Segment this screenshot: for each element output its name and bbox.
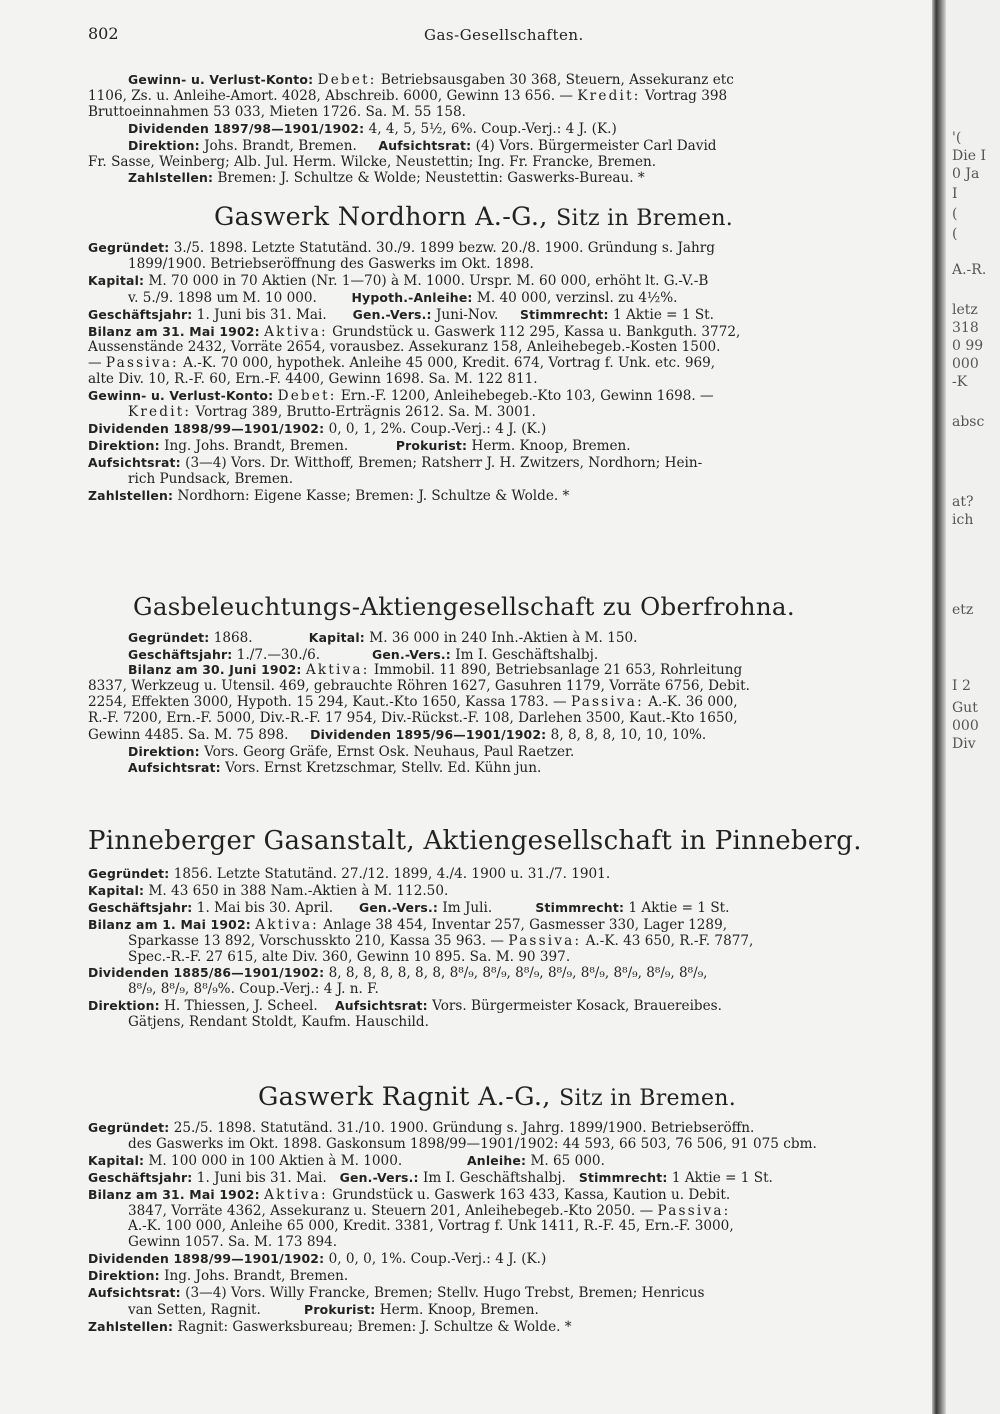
adjacent-page-edge xyxy=(946,0,1000,1414)
margin-fragment: etz xyxy=(952,602,974,618)
company-heading-pinneberg: Pinneberger Gasanstalt, Aktiengesellschaft in Pinneberg. xyxy=(88,826,862,856)
pinneberg-section: Gegründet: 1856. Letzte Statutänd. 27./12. 1899, 4./4. 1900 u. 31./7. 1901. Kapital: M. 43 650 in 388 Nam.-Aktien à M. 112.50. Geschäftsjahr: 1. Mai bis 30. April. Gen.-Vers.: Im Juli. Stimmrecht: 1 Aktie = 1 St. Bilanz am 1. Mai 1902: Aktiva: Anlage 38 454, Inventar 257, Gasmesser 330, Lager 1289, Sparkasse 13 892, Vorschusskto 210, Kassa 35 963. — Passiva: A.-K. 43 650, R.-F. 7877, Spec.-R.-F. 27 615, alte Div. 360, Gewinn 10 895. Sa. M. 90 397. Dividenden 1885/86—1901/1902: 8, 8, 8, 8, 8, 8, 8, 8⁸/₉, 8⁸/₉, 8⁸/₉, 8⁸/₉, 8⁸/₉, 8⁸/₉, 8⁸/₉, 8⁸/₉, 8⁸/₉, 8⁸/₉, 8⁸/₉%. Coup.-Verj.: 4 J. n. F. Direktion: H. Thiessen, J. Scheel. Aufsichtsrat: Vors. Bürgermeister Kosack, Brauereibes. Gätjens, Rendant Stoldt, Kaufm. Hauschild. xyxy=(88,866,754,1031)
margin-fragment: '( xyxy=(952,130,962,146)
margin-fragment: Die I xyxy=(952,148,986,164)
label: Gewinn- u. Verlust-Konto: xyxy=(128,72,314,87)
margin-fragment: Gut xyxy=(952,700,978,716)
page-number: 802 xyxy=(88,24,119,43)
oberfrohna-balance: Bilanz am 30. Juni 1902: Aktiva: Immobil. 11 890, Betriebsanlage 21 653, Rohrleitung 8337, Werkzeug u. Utensil. 469, gebrauchte Röhren 1627, Gasuhren 1179, Vorräte 6756, Debit. 2254, Effekten 3000, Hypoth. 15 294, Kaut.-Kto 1650, Kassa 1783. — Passiva: A.-K. 36 000, R.-F. 7200, Ern.-F. 5000, Div.-R.-F. 17 954, Div.-Rückst.-F. 108, Darlehen 3500, Kaut.-Kto 1650, Gewinn 4485. Sa. M. 75 898. Dividenden 1895/96—1901/1902: 8, 8, 8, 8, 10, 10, 10%. Direktion: Vors. Georg Gräfe, Ernst Osk. Neuhaus, Paul Raetzer. Aufsichtsrat: Vors. Ernst Kretzschmar, Stellv. Ed. Kühn jun. xyxy=(88,662,750,777)
margin-fragment: ( xyxy=(952,206,958,222)
margin-fragment: ( xyxy=(952,226,958,242)
ragnit-section: Gegründet: 25./5. 1898. Statutänd. 31./10. 1900. Gründung s. Jahrg. 1899/1900. Betriebseröffn. des Gaswerks im Okt. 1898. Gaskonsum 1898/99—1901/1902: 44 593, 66 503, 76 506, 91 075 cbm. Kapital: M. 100 000 in 100 Aktien à M. 1000. Anleihe: M. 65 000. Geschäftsjahr: 1. Juni bis 31. Mai. Gen.-Vers.: Im I. Geschäftshalbj. Stimmrecht: 1 Aktie = 1 St. Bilanz am 31. Mai 1902: Aktiva: Grundstück u. Gaswerk 163 433, Kassa, Kaution u. Debit. 3847, Vorräte 4362, Assekuranz u. Steuern 201, Anleihebegeb.-Kto 2050. — Passiva: A.-K. 100 000, Anleihe 65 000, Kredit. 3381, Vortrag f. Unk 1411, R.-F. 45, Ern.-F. 3000, Gewinn 1057. Sa. M. 173 894. Dividenden 1898/99—1901/1902: 0, 0, 0, 1%. Coup.-Verj.: 4 J. (K.) Direktion: Ing. Johs. Brandt, Bremen. Aufsichtsrat: (3—4) Vors. Willy Francke, Bremen; Stellv. Hugo Trebst, Bremen; Henricus van Setten, Ragnit. Prokurist: Herm. Knoop, Bremen. Zahlstellen: Ragnit: Gaswerksbureau; Bremen: J. Schultze & Wolde. * xyxy=(88,1120,817,1335)
margin-fragment: ich xyxy=(952,512,974,528)
book-gutter xyxy=(932,0,946,1414)
nordhorn-section: Gegründet: 3./5. 1898. Letzte Statutänd. 30./9. 1899 bezw. 20./8. 1900. Gründung s. Jahrg 1899/1900. Betriebseröffnung des Gaswerks im Okt. 1898. Kapital: M. 70 000 in 70 Aktien (Nr. 1—70) à M. 1000. Urspr. M. 60 000, erhöht lt. G.-V.-B v. 5./9. 1898 um M. 10 000. Hypoth.-Anleihe: M. 40 000, verzinsl. zu 4½%. Geschäftsjahr: 1. Juni bis 31. Mai. Gen.-Vers.: Juni-Nov. Stimmrecht: 1 Aktie = 1 St. Bilanz am 31. Mai 1902: Aktiva: Grundstück u. Gaswerk 112 295, Kassa u. Bankguth. 3772, Aussenstände 2432, Vorräte 2654, vorausbez. Assekuranz 158, Anleihebegeb.-Kosten 1500. — Passiva: A.-K. 70 000, hypothek. Anleihe 45 000, Kredit. 674, Vortrag f. Unk. etc. 969, alte Div. 10, R.-F. 60, Ern.-F. 4400, Gewinn 1698. Sa. M. 122 811. Gewinn- u. Verlust-Konto: Debet: Ern.-F. 1200, Anleihebegeb.-Kto 103, Gewinn 1698. — Kredit: Vortrag 389, Brutto-Erträgnis 2612. Sa. M. 3001. Dividenden 1898/99—1901/1902: 0, 0, 1, 2%. Coup.-Verj.: 4 J. (K.) Direktion: Ing. Johs. Brandt, Bremen. Prokurist: Herm. Knoop, Bremen. Aufsichtsrat: (3—4) Vors. Dr. Witthoff, Bremen; Ratsherr J. H. Zwitzers, Nordhorn; Hein- rich Pundsack, Bremen. Zahlstellen: Nordhorn: Eigene Kasse; Bremen: J. Schultze & Wolde. * xyxy=(88,240,741,504)
margin-fragment: I 2 xyxy=(952,678,971,694)
margin-fragment: I xyxy=(952,186,958,202)
margin-fragment: 318 xyxy=(952,320,979,336)
margin-fragment: absc xyxy=(952,414,985,430)
margin-fragment: 0 99 xyxy=(952,338,984,354)
margin-fragment: -K xyxy=(952,374,968,390)
oberfrohna-section: Gegründet: 1868. Kapital: M. 36 000 in 240 Inh.-Aktien à M. 150. Geschäftsjahr: 1./7.—30./6. Gen.-Vers.: Im I. Geschäftshalbj. xyxy=(128,630,638,663)
intro-section: Gewinn- u. Verlust-Konto: Debet: Betriebsausgaben 30 368, Steuern, Assekuranz etc 1106, Zs. u. Anleihe-Amort. 4028, Abschreib. 6000, Gewinn 13 656. — Kredit: Vortrag 398 Bruttoeinnahmen 53 033, Mieten 1726. Sa. M. 55 158. Dividenden 1897/98—1901/1902: 4, 4, 5, 5½, 6%. Coup.-Verj.: 4 J. (K.) Direktion: Johs. Brandt, Bremen. Aufsichtsrat: (4) Vors. Bürgermeister Carl David Fr. Sasse, Weinberg; Alb. Jul. Herm. Wilcke, Neustettin; Ing. Fr. Francke, Bremen. Zahlstellen: Bremen: J. Schultze & Wolde; Neustettin: Gaswerks-Bureau. * xyxy=(88,72,734,187)
running-title: Gas-Gesellschaften. xyxy=(424,26,584,44)
company-heading-ragnit: Gaswerk Ragnit A.-G., Sitz in Bremen. xyxy=(258,1082,737,1112)
margin-fragment: A.-R. xyxy=(952,262,987,278)
margin-fragment: Div xyxy=(952,736,976,752)
margin-fragment: letz xyxy=(952,302,978,318)
company-heading-oberfrohna: Gasbeleuchtungs-Aktiengesellschaft zu Oberfrohna. xyxy=(133,592,795,621)
margin-fragment: 000 xyxy=(952,718,979,734)
margin-fragment: at? xyxy=(952,494,974,510)
company-heading-nordhorn: Gaswerk Nordhorn A.-G., Sitz in Bremen. xyxy=(214,202,734,232)
margin-fragment: 0 Ja xyxy=(952,166,980,182)
margin-fragment: 000 xyxy=(952,356,979,372)
